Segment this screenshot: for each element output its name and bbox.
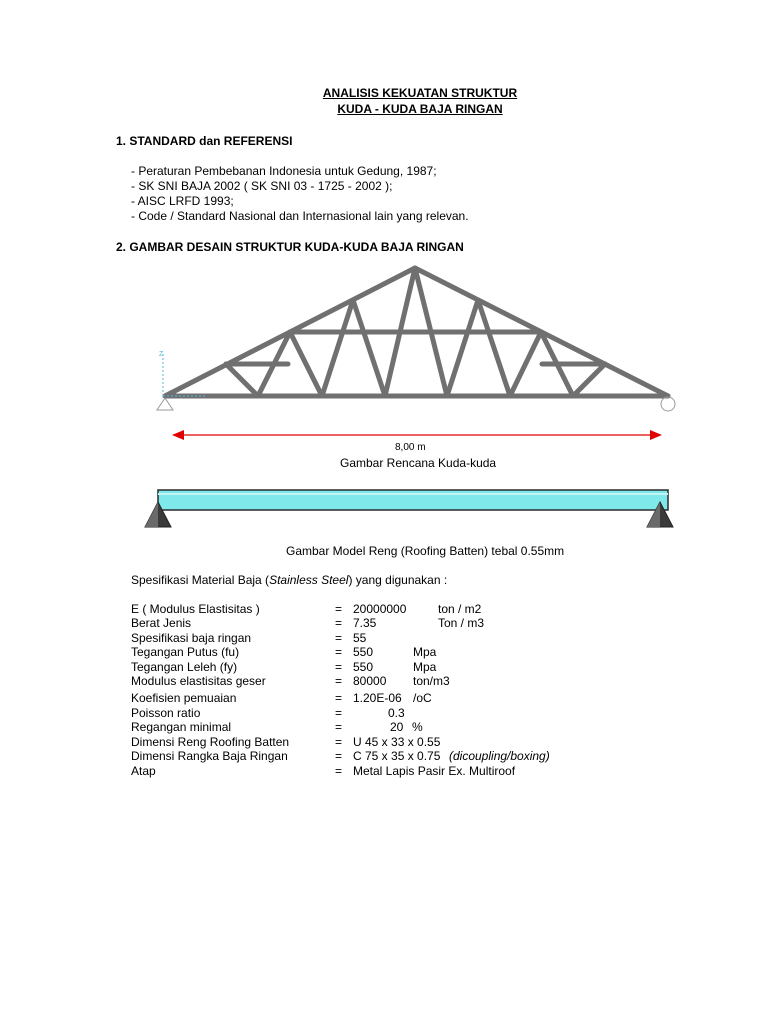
batten-support-left xyxy=(145,502,171,527)
reference-item: - AISC LRFD 1993; xyxy=(131,194,234,208)
web-member xyxy=(226,364,258,396)
doc-title-line2: KUDA - KUDA BAJA RINGAN xyxy=(337,102,503,116)
web-member xyxy=(478,300,510,396)
web-member xyxy=(385,268,415,396)
material-intro: Spesifikasi Material Baja (Stainless Steel) yang digunakan : xyxy=(131,573,448,587)
section2-heading: 2. GAMBAR DESAIN STRUKTUR KUDA-KUDA BAJA RINGAN xyxy=(116,240,464,254)
web-member xyxy=(290,332,322,396)
spec-note: (dicoupling/boxing) xyxy=(449,749,550,763)
truss-caption: Gambar Rencana Kuda-kuda xyxy=(340,456,497,470)
web-member xyxy=(415,268,447,396)
web-member xyxy=(573,364,605,396)
roller-support-right xyxy=(661,397,675,411)
batten-beam xyxy=(145,490,673,527)
reference-item: - Code / Standard Nasional dan Internasional lain yang relevan. xyxy=(131,209,469,223)
span-label: 8,00 m xyxy=(395,442,426,453)
axis-label: Z xyxy=(159,351,164,358)
top-chord-left xyxy=(165,268,415,396)
span-dimension xyxy=(172,430,662,440)
web-member xyxy=(322,300,353,396)
batten-support-right xyxy=(647,502,673,527)
web-member xyxy=(510,332,541,396)
doc-title-line1: ANALISIS KEKUATAN STRUKTUR xyxy=(322,86,518,100)
axis-indicator xyxy=(163,354,205,396)
batten-caption: Gambar Model Reng (Roofing Batten) tebal 0.55mm xyxy=(286,544,565,558)
web-member xyxy=(447,300,478,396)
pin-support-left xyxy=(157,398,173,410)
web-member xyxy=(353,300,385,396)
web-member xyxy=(258,332,290,396)
reference-item: - Peraturan Pembebanan Indonesia untuk Gedung, 1987; xyxy=(131,164,437,178)
reference-item: - SK SNI BAJA 2002 ( SK SNI 03 - 1725 - 2002 ); xyxy=(131,179,393,193)
top-chord-right xyxy=(415,268,668,396)
web-member xyxy=(541,332,573,396)
truss-members xyxy=(165,268,668,396)
section1-heading: 1. STANDARD dan REFERENSI xyxy=(116,134,293,148)
